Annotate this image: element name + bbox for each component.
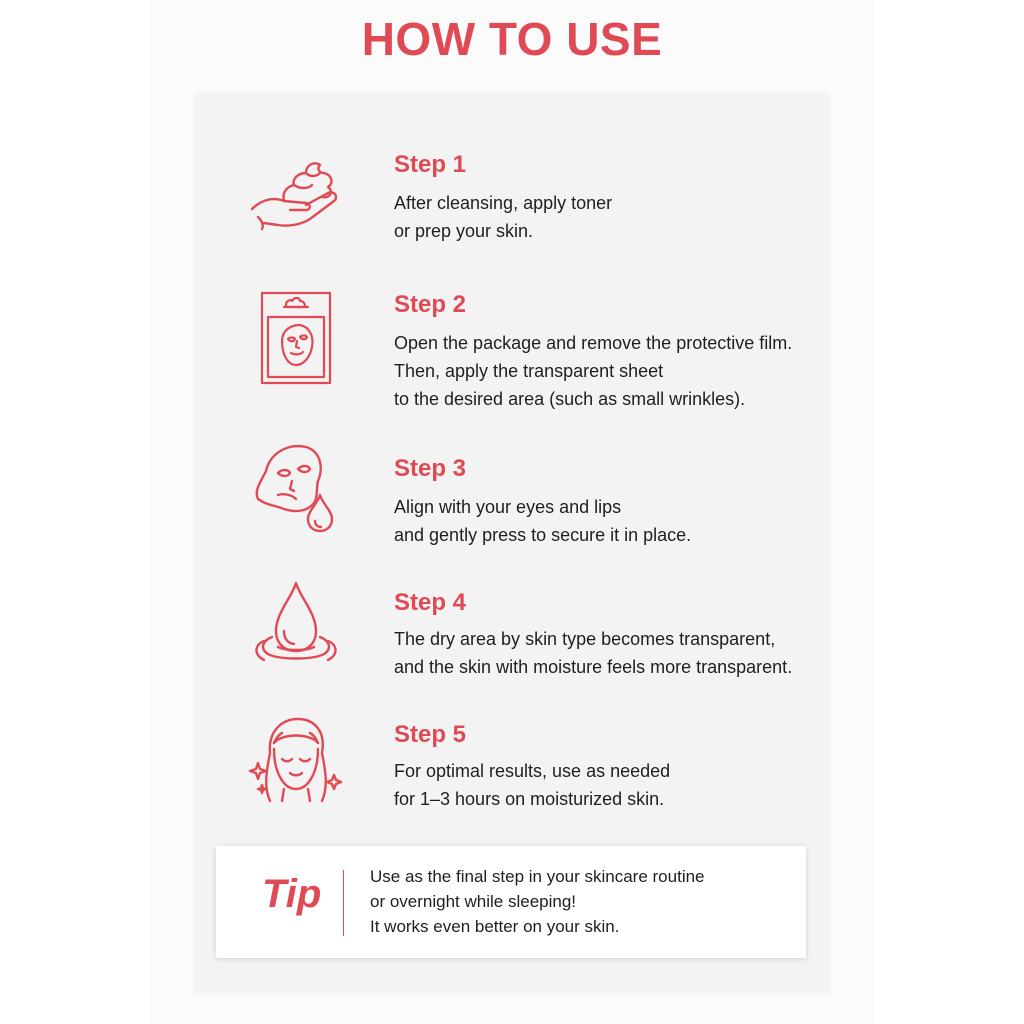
step-text-line: For optimal results, use as needed <box>394 761 671 781</box>
face-mask-icon <box>248 441 344 537</box>
step-description <box>394 757 670 813</box>
step-title: Step 2 <box>394 291 467 318</box>
step-title: Step 5 <box>394 721 467 748</box>
instructions-card <box>196 95 828 991</box>
step-text-line: and the skin with moisture feels more transparent. <box>394 657 793 677</box>
step-text-line: Then, apply the transparent sheet <box>394 361 664 381</box>
step-text-line: or prep your skin. <box>394 221 534 241</box>
step-title: Step 1 <box>394 151 467 178</box>
step-text-line: to the desired area (such as small wrinkles). <box>394 389 746 409</box>
step-text-line: and gently press to secure it in place. <box>394 525 692 545</box>
step-description <box>394 329 792 413</box>
step-text-line: The dry area by skin type becomes transparent, <box>394 629 776 649</box>
step-description <box>394 625 792 681</box>
step-text-line: Align with your eyes and lips <box>394 497 622 517</box>
tip-text <box>370 864 705 939</box>
mask-package-icon <box>248 291 344 387</box>
step-text-line: for 1–3 hours on moisturized skin. <box>394 789 665 809</box>
tip-box <box>216 846 806 958</box>
step-description <box>394 189 612 245</box>
tip-text-line: Use as the final step in your skincare routine <box>370 867 705 886</box>
tip-text-line: or overnight while sleeping! <box>370 892 577 911</box>
relaxed-face-icon <box>248 713 344 809</box>
step-title: Step 3 <box>394 455 467 482</box>
step-title: Step 4 <box>394 589 467 616</box>
step-description <box>394 493 691 549</box>
page-title: HOW TO USE <box>361 13 663 65</box>
step-text-line: After cleansing, apply toner <box>394 193 613 213</box>
tip-text-line: It works even better on your skin. <box>370 917 620 936</box>
water-drop-icon <box>248 579 344 675</box>
step-text-line: Open the package and remove the protective film. <box>394 333 793 353</box>
tip-divider <box>343 870 344 936</box>
tip-label: Tip <box>262 872 322 916</box>
hand-cream-icon <box>248 151 344 247</box>
